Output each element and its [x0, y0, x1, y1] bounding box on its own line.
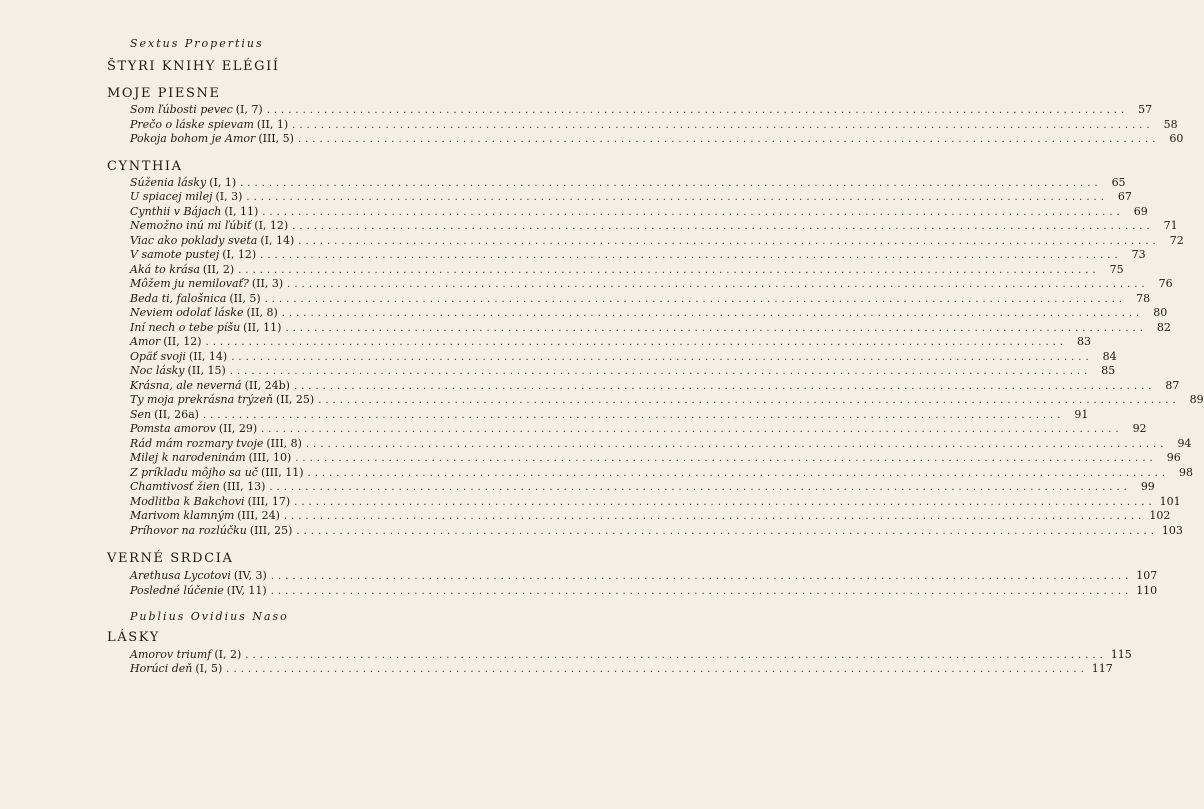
leader-dots: ........................................................................................................................: [264, 293, 1127, 305]
entry-title: Nemožno inú mi ľúbiť: [130, 219, 252, 232]
toc-entry: [130, 364, 1116, 378]
toc-entry: [130, 335, 1091, 349]
entry-page: 72: [1169, 233, 1184, 247]
entry-title: V samote pustej: [130, 248, 220, 261]
entry-title: Posledné lúčenie: [130, 583, 224, 597]
entry-ref: (III, 11): [260, 465, 304, 479]
entry-title: Noc lásky: [130, 364, 185, 377]
author-propertius: Sextus Propertius: [130, 37, 264, 50]
entry-ref: (III, 5): [258, 132, 294, 145]
entry-page: 75: [1109, 262, 1124, 276]
entry-title: Ty moja prekrásna trýzeň: [130, 393, 273, 406]
toc-entry: [130, 647, 1132, 662]
entry-title: Krásna, ale neverná: [130, 378, 242, 392]
entry-ref: (III, 24): [237, 509, 280, 522]
toc-entry: [130, 248, 1146, 262]
leader-dots: ........................................................................................................................: [292, 221, 1154, 232]
entry-page: 92: [1132, 422, 1147, 435]
leader-dots: ........................................................................................................................: [287, 279, 1149, 290]
leader-dots: ........................................................................................................................: [229, 366, 1092, 377]
entry-title: Beda ti, falošnica: [130, 291, 227, 305]
leader-dots: ........................................................................................................................: [305, 438, 1168, 450]
toc-entry: [130, 583, 1158, 598]
entry-ref: (III, 17): [247, 494, 291, 508]
entry-page: 89: [1189, 393, 1204, 406]
entry-title: Som ľúbosti pevec: [130, 103, 233, 116]
entry-ref: (II, 8): [246, 306, 278, 319]
leader-dots: ........................................................................................................................: [297, 134, 1160, 145]
entry-ref: (I, 5): [195, 662, 223, 675]
entry-page: 57: [1138, 103, 1153, 116]
entry-page: 60: [1169, 132, 1184, 145]
entry-ref: (II, 24b): [244, 378, 290, 392]
leader-dots: ........................................................................................................................: [318, 395, 1180, 406]
toc-entry: [130, 291, 1151, 306]
entry-page: 115: [1110, 647, 1132, 661]
toc-entry: [130, 509, 1171, 523]
leader-dots: ........................................................................................................................: [295, 453, 1157, 464]
toc-entry: [130, 262, 1124, 277]
entry-ref: (I, 1): [209, 175, 237, 189]
entry-page: 110: [1136, 583, 1158, 597]
toc-entry: [130, 569, 1158, 583]
leader-dots: ........................................................................................................................: [231, 351, 1093, 363]
entry-title: Horúci deň: [130, 662, 193, 675]
entry-ref: (I, 14): [260, 233, 295, 247]
book-title: ŠTYRI KNIHY ELÉGIÍ: [107, 59, 280, 74]
entry-title: Sen: [130, 407, 152, 421]
leader-dots: ........................................................................................................................: [281, 308, 1144, 319]
entry-page: 82: [1156, 320, 1171, 334]
entry-ref: (II, 1): [256, 117, 289, 131]
entry-title: Príhovor na rozlúčku: [130, 523, 247, 537]
toc-entry: [130, 175, 1126, 190]
entry-ref: (I, 11): [224, 204, 259, 218]
entry-title: Amor: [130, 335, 161, 348]
toc-entry: [130, 132, 1184, 146]
entry-title: Pokoja bohom je Amor: [130, 132, 256, 145]
entry-page: 84: [1102, 349, 1117, 363]
entry-ref: (I, 3): [215, 190, 243, 203]
leader-dots: ........................................................................................................................: [202, 409, 1065, 421]
leader-dots: ........................................................................................................................: [238, 264, 1100, 276]
entry-ref: (II, 25): [275, 393, 315, 406]
leader-dots: ........................................................................................................................: [240, 177, 1102, 189]
leader-dots: ........................................................................................................................: [246, 192, 1108, 203]
entry-title: Opäť svoji: [130, 349, 186, 363]
entry-page: 58: [1163, 117, 1178, 131]
entry-ref: (III, 25): [249, 523, 293, 537]
toc-entry: [130, 407, 1089, 422]
entry-ref: (II, 3): [251, 277, 284, 290]
entry-title: Cynthii v Bájach: [130, 204, 222, 218]
leader-dots: ........................................................................................................................: [270, 585, 1133, 597]
toc-entry: [130, 204, 1148, 219]
entry-ref: (I, 2): [214, 647, 242, 661]
section-title-lasky: LÁSKY: [107, 630, 160, 645]
leader-dots: ........................................................................................................................: [292, 119, 1154, 131]
leader-dots: ........................................................................................................................: [205, 337, 1067, 348]
entry-ref: (II, 5): [229, 291, 261, 305]
leader-dots: ........................................................................................................................: [262, 206, 1124, 218]
entry-title: Modlitba k Bakchovi: [130, 494, 245, 508]
toc-entry: [130, 117, 1178, 132]
entry-title: Arethusa Lycotovi: [130, 569, 231, 582]
entry-page: 65: [1111, 175, 1126, 189]
author-ovidius: Publius Ovidius Naso: [130, 610, 289, 623]
entry-ref: (III, 8): [266, 436, 302, 450]
leader-dots: ........................................................................................................................: [261, 424, 1123, 435]
entry-title: Neviem odolať láske: [130, 306, 244, 319]
entry-page: 69: [1133, 204, 1148, 218]
leader-dots: ........................................................................................................................: [260, 250, 1122, 261]
leader-dots: ........................................................................................................................: [294, 496, 1156, 508]
toc-entry: [130, 393, 1204, 407]
toc-entry: [130, 422, 1147, 436]
entry-title: Amorov triumf: [130, 647, 212, 661]
entry-page: 78: [1136, 291, 1151, 305]
section-title-cynthia: CYNTHIA: [107, 159, 183, 174]
entry-ref: (IV, 11): [226, 583, 267, 597]
toc-entry: [130, 378, 1180, 393]
leader-dots: ........................................................................................................................: [298, 235, 1160, 247]
entry-title: Prečo o láske spievam: [130, 117, 254, 131]
entry-title: Z príkladu môjho sa uč: [130, 465, 258, 479]
entry-ref: (II, 12): [163, 335, 202, 348]
toc-entry: [130, 103, 1153, 117]
toc-entry: [130, 233, 1184, 248]
leader-dots: ........................................................................................................................: [226, 664, 1088, 675]
entry-ref: (II, 11): [243, 320, 282, 334]
entry-ref: (II, 26a): [154, 407, 199, 421]
entry-title: Môžem ju nemilovať?: [130, 277, 249, 290]
leader-dots: ........................................................................................................................: [296, 525, 1158, 537]
entry-page: 73: [1131, 248, 1146, 261]
entry-page: 117: [1091, 662, 1113, 675]
leader-dots: ........................................................................................................................: [307, 467, 1169, 479]
toc-entry: [130, 523, 1183, 538]
leader-dots: ........................................................................................................................: [285, 322, 1147, 334]
entry-title: Aká to krása: [130, 262, 200, 276]
entry-ref: (III, 13): [222, 480, 266, 493]
entry-page: 83: [1076, 335, 1091, 348]
leader-dots: ........................................................................................................................: [266, 105, 1129, 116]
toc-entry: [130, 320, 1171, 335]
toc-entry: [130, 436, 1192, 451]
toc-entry: [130, 349, 1117, 364]
leader-dots: ........................................................................................................................: [293, 380, 1156, 392]
entry-ref: (IV, 3): [233, 569, 267, 582]
entry-page: 101: [1159, 494, 1181, 508]
entry-title: Chamtivosť žien: [130, 480, 220, 493]
toc-entry: [130, 465, 1193, 480]
entry-title: Pomsta amorov: [130, 422, 216, 435]
section-title-moje-piesne: MOJE PIESNE: [107, 86, 221, 101]
toc-entry: [130, 451, 1181, 465]
entry-title: Marivom klamným: [130, 509, 235, 522]
entry-page: 94: [1177, 436, 1192, 450]
entry-title: Milej k narodeninám: [130, 451, 246, 464]
entry-title: Iní nech o tebe píšu: [130, 320, 241, 334]
entry-title: U spiacej milej: [130, 190, 213, 203]
toc-entry: [130, 190, 1132, 204]
entry-ref: (III, 10): [248, 451, 292, 464]
toc-entry: [130, 219, 1178, 233]
toc-entry: [130, 494, 1181, 509]
toc-entry: [130, 480, 1155, 494]
entry-ref: (II, 29): [218, 422, 258, 435]
entry-title: Rád mám rozmary tvoje: [130, 436, 264, 450]
entry-page: 91: [1074, 407, 1089, 421]
entry-page: 96: [1166, 451, 1181, 464]
entry-page: 71: [1163, 219, 1178, 232]
toc-entry: [130, 306, 1168, 320]
entry-ref: (I, 12): [254, 219, 289, 232]
entry-page: 67: [1117, 190, 1132, 203]
toc-entry: [130, 662, 1113, 676]
entry-ref: (I, 12): [222, 248, 257, 261]
entry-page: 103: [1161, 523, 1183, 537]
entry-page: 98: [1179, 465, 1193, 479]
section-title-verne-srdcia: VERNÉ SRDCIA: [107, 551, 234, 566]
leader-dots: ........................................................................................................................: [269, 482, 1131, 493]
entry-page: 107: [1136, 569, 1158, 582]
leader-dots: ........................................................................................................................: [270, 571, 1133, 582]
entry-page: 80: [1153, 306, 1168, 319]
entry-title: Súženia lásky: [130, 175, 207, 189]
leader-dots: ........................................................................................................................: [283, 511, 1146, 522]
entry-ref: (I, 7): [235, 103, 263, 116]
entry-page: 85: [1101, 364, 1116, 377]
leader-dots: ........................................................................................................................: [245, 649, 1107, 661]
entry-page: 87: [1165, 378, 1180, 392]
toc-entry: [130, 277, 1173, 291]
entry-ref: (II, 2): [202, 262, 235, 276]
entry-page: 99: [1140, 480, 1155, 493]
entry-page: 76: [1158, 277, 1173, 290]
entry-ref: (II, 15): [187, 364, 226, 377]
entry-ref: (II, 14): [188, 349, 228, 363]
entry-title: Viac ako poklady sveta: [130, 233, 258, 247]
entry-page: 102: [1149, 509, 1171, 522]
